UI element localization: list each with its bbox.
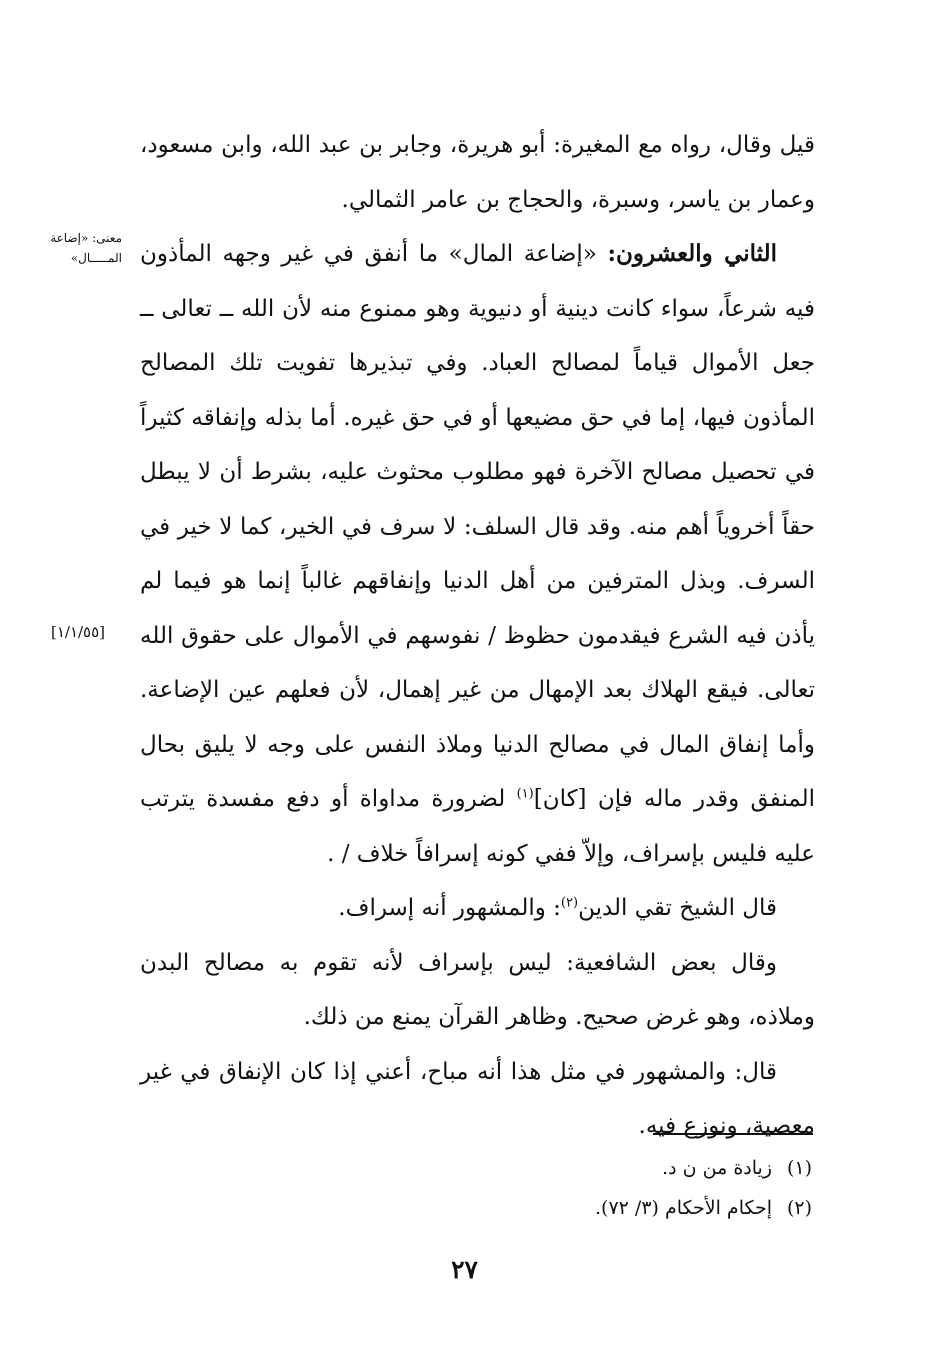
paragraph-5-text: قال: والمشهور في مثل هذا أنه مباح، أعني إذا كان الإنفاق في غير معصية، ونوزع فيه. xyxy=(140,1058,815,1139)
paragraph-1-text: قيل وقال، رواه مع المغيرة: أبو هريرة، وجابر بن عبد الله، وابن مسعود، وعمار بن ياسر، وسبرة، والحجاج بن عامر الثمالي. xyxy=(140,132,815,213)
paragraph-1 xyxy=(140,118,815,227)
footnote-marker-1: (١) xyxy=(516,786,534,802)
section-heading: الثاني والعشرون: xyxy=(607,240,777,267)
footnote-divider xyxy=(653,1133,813,1135)
paragraph-4-text: وقال بعض الشافعية: ليس بإسراف لأنه تقوم به مصالح البدن وملاذه، وهو غرض صحيح. وظاهر القرآن يمنع من ذلك. xyxy=(140,949,815,1030)
main-text xyxy=(140,118,815,1154)
footnotes xyxy=(400,1148,812,1228)
footnote-2 xyxy=(400,1188,812,1228)
paragraph-2-tail: لضرورة مداواة أو دفع مفسدة يترتب عليه فليس بإسراف، وإلاّ ففي كونه إسرافاً خلاف / . xyxy=(140,786,815,867)
footnote-marker-2: (٢) xyxy=(560,895,579,911)
footnote-1 xyxy=(400,1148,812,1188)
footnote-1-text: زيادة من ن د. xyxy=(662,1157,772,1179)
footnote-2-number: (٢) xyxy=(786,1197,812,1219)
paragraph-2-text: «إضاعة المال» ما أنفق في غير وجهه المأذون فيه شرعاً، سواء كانت دينية أو دنيوية وهو ممنوع منه لأن الله ــ تعالى ــ جعل الأموال قياماً لمصالح العباد. وفي تبذيرها تفويت تلك المصالح المأذون فيها، إما في حق مضيعها أو في حق غيره. أما بذله وإنفاقه كثيراً في تحصيل مصالح الآخرة فهو مطلوب محثوث عليه، بشرط أن لا يبطل حقاً أخروياً أهم منه. وقد قال السلف: لا سرف في الخير، كما لا خير في السرف. وبذل المترفين من أهل الدنيا وإنفاقهم غالباً إنما هو فيما لم يأذن فيه الشرع فيقدمون حظوظ / نفوسهم في الأموال على حقوق الله تعالى. فيقع الهلاك بعد الإمهال من غير إهمال، لأن فعلهم عين الإضاعة. وأما إنفاق المال في مصالح الدنيا وملاذ النفس على وجه لا يليق بحال المنفق وقدر ماله فإن [كان] xyxy=(140,241,816,812)
margin-note: معنى: «إضاعة المـــــال» xyxy=(50,231,122,265)
footnote-2-text: إحكام الأحكام (٣/ ٧٢). xyxy=(594,1197,772,1219)
paragraph-3 xyxy=(140,881,815,936)
footnote-1-number: (١) xyxy=(786,1157,812,1179)
page-number: ٢٧ xyxy=(451,1255,478,1284)
manuscript-folio-ref: [١/١/٥٥] xyxy=(50,623,106,641)
paragraph-3-tail: : والمشهور أنه إسراف. xyxy=(338,895,561,921)
paragraph-4 xyxy=(140,936,815,1045)
paragraph-5 xyxy=(140,1045,815,1154)
paragraph-2 xyxy=(140,227,815,881)
paragraph-3-text: قال الشيخ تقي الدين xyxy=(578,895,777,921)
